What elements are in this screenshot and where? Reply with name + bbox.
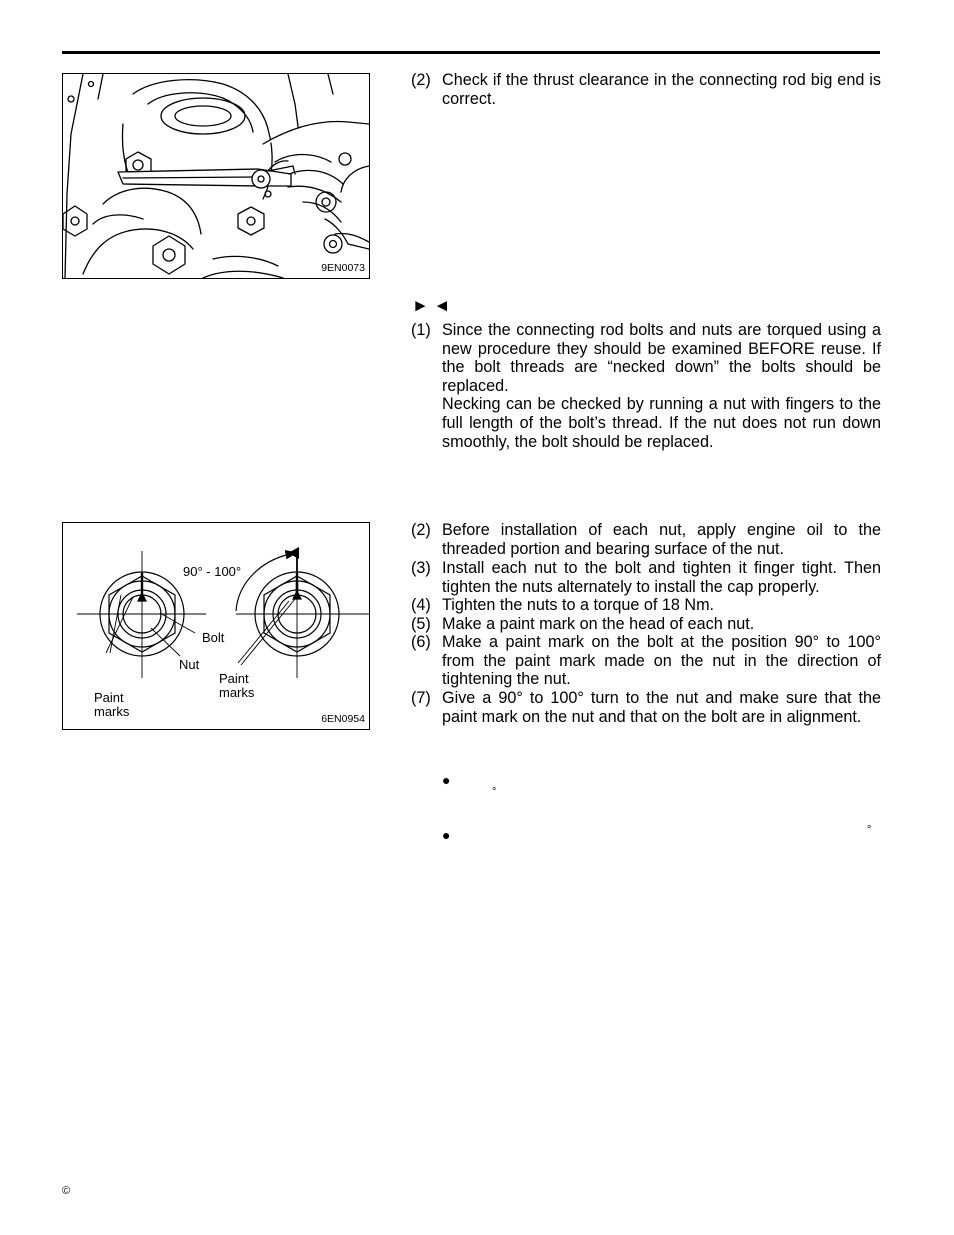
step-paragraph: Since the connecting rod bolts and nuts are torqued using a new procedure they should be examined BEFORE reuse. If the bolt threads are “necked down” the bolts should be replaced.: [442, 321, 881, 395]
note-bullet: ●: [442, 772, 451, 788]
step-number: (2): [411, 521, 431, 539]
figure-code: 9EN0073: [321, 262, 365, 274]
thrust-clearance-figure: [62, 73, 370, 279]
step-check-thrust-clearance: [411, 71, 881, 108]
step-number: (5): [411, 615, 431, 633]
thrust-clearance-illustration: [63, 74, 369, 278]
step-text: Install each nut to the bolt and tighten it finger tight. Then tighten the nuts alternately to install the cap properly.: [442, 559, 881, 596]
step-paint-mark-bolt: [411, 633, 881, 689]
step-text: Before installation of each nut, apply engine oil to the threaded portion and bearing surface of the nut.: [442, 521, 881, 558]
degree-symbol: °: [867, 824, 872, 836]
paint-marks-label-line: Paint: [219, 671, 249, 686]
step-text: Give a 90° to 100° turn to the nut and make sure that the paint mark on the nut and that on the bolt are in alignment.: [442, 689, 881, 726]
paint-marks-label-line: marks: [94, 704, 130, 719]
step-text: [442, 321, 881, 451]
copyright-symbol: ©: [62, 1185, 71, 1197]
step-number: (7): [411, 689, 431, 707]
paint-marks-label-line: marks: [219, 685, 255, 700]
step-bolt-inspection: [411, 321, 881, 451]
step-text: Tighten the nuts to a torque of 18 Nm.: [442, 596, 715, 614]
step-paragraph: Necking can be checked by running a nut with fingers to the full length of the bolt’s thread. If the nut does not run down smoothly, the bolt should be replaced.: [442, 395, 881, 451]
bolt-label: Bolt: [202, 630, 225, 645]
step-number: (1): [411, 321, 431, 339]
angle-label: 90° - 100°: [183, 564, 242, 579]
step-number: (4): [411, 596, 431, 614]
step-apply-oil: [411, 521, 881, 558]
step-paint-mark-nut: [411, 615, 881, 634]
step-number: (6): [411, 633, 431, 651]
installation-section-markers: ► ◄: [412, 296, 451, 315]
header-rule: [62, 51, 880, 54]
step-torque-nuts: [411, 596, 881, 615]
paint-marks-label-right: [219, 672, 254, 700]
paint-marks-figure: [62, 522, 370, 730]
paint-marks-label-left: [94, 691, 129, 719]
step-install-nut: [411, 559, 881, 596]
degree-symbol: °: [492, 786, 497, 798]
step-number: (3): [411, 559, 431, 577]
step-text: Check if the thrust clearance in the connecting rod big end is correct.: [442, 71, 881, 108]
step-number: (2): [411, 71, 431, 89]
nut-label: Nut: [179, 657, 200, 672]
figure-code: 6EN0954: [321, 713, 365, 725]
step-turn-nut: [411, 689, 881, 726]
paint-marks-label-line: Paint: [94, 690, 124, 705]
step-text: Make a paint mark on the head of each nut.: [442, 615, 755, 633]
step-text: Make a paint mark on the bolt at the position 90° to 100° from the paint mark made on the nut in the direction of tightening the nut.: [442, 633, 881, 689]
note-bullet: ●: [442, 827, 451, 843]
